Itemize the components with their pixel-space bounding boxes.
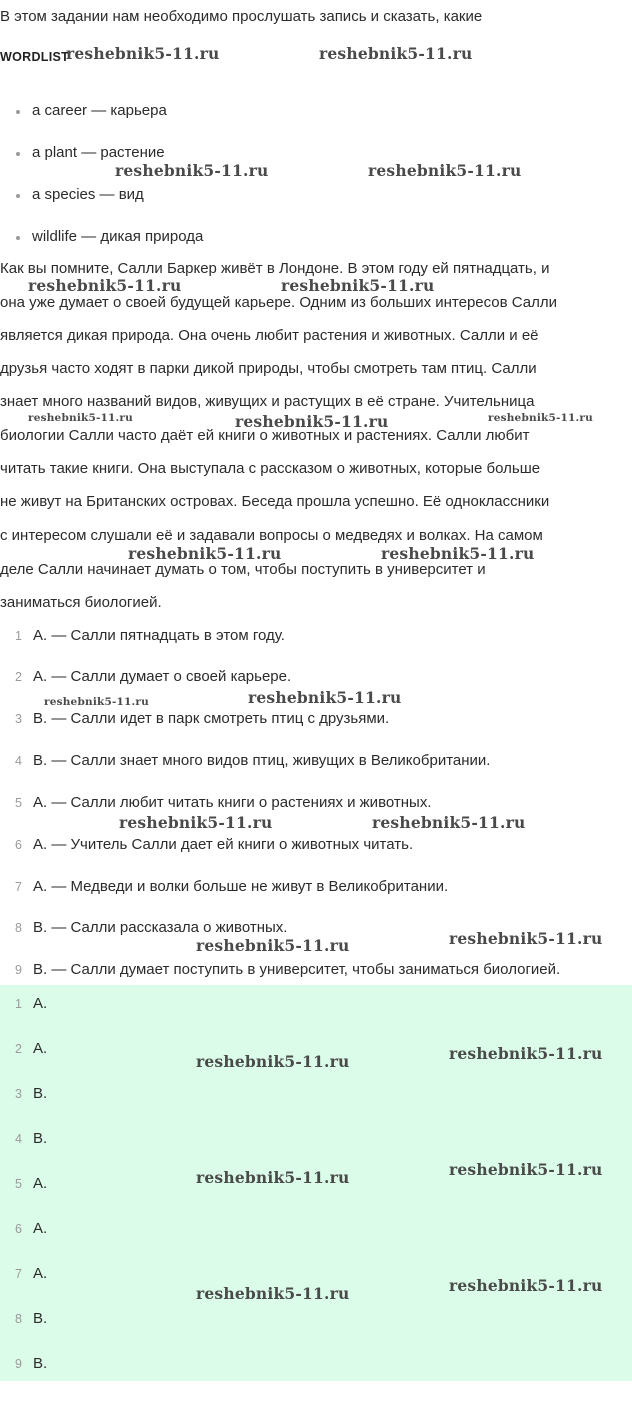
wordlist-item: wildlife — дикая природа — [16, 226, 203, 248]
answer-number: 8 — [15, 1312, 22, 1326]
intro-text: В этом задании нам необходимо прослушать запись и сказать, какие — [0, 8, 483, 25]
answer-number: 5 — [15, 1177, 22, 1191]
paragraph-line: Как вы помните, Салли Баркер живёт в Лондоне. В этом году ей пятнадцать, и — [0, 260, 550, 277]
paragraph-line: читать такие книги. Она выступала с рассказом о животных, которые больше — [0, 460, 541, 477]
question-number: 9 — [15, 963, 22, 977]
answer-item — [0, 1263, 47, 1285]
answer-item — [0, 1128, 47, 1150]
watermark: reshebnik5-11.ru — [196, 1168, 350, 1187]
watermark: reshebnik5-11.ru — [235, 412, 389, 431]
watermark: reshebnik5-11.ru — [248, 688, 402, 707]
question-item — [0, 876, 448, 898]
answer-item — [0, 1173, 47, 1195]
question-number: 7 — [15, 880, 22, 894]
question-text: B. — Салли знает много видов птиц, живущих в Великобритании. — [33, 752, 491, 769]
answer-item — [0, 1218, 47, 1240]
question-item — [0, 666, 291, 688]
watermark: reshebnik5-11.ru — [488, 412, 593, 424]
question-text: A. — Салли пятнадцать в этом году. — [33, 627, 285, 644]
question-text: A. — Салли любит читать книги о растениях и животных. — [33, 794, 432, 811]
paragraph-line: является дикая природа. Она очень любит растения и животных. Салли и её — [0, 327, 539, 344]
question-number: 2 — [15, 670, 22, 684]
question-text: A. — Учитель Салли дает ей книги о животных читать. — [33, 836, 414, 853]
answer-number: 9 — [15, 1357, 22, 1371]
question-number: 4 — [15, 754, 22, 768]
watermark: reshebnik5-11.ru — [196, 936, 350, 955]
watermark: reshebnik5-11.ru — [449, 1160, 603, 1179]
answer-text: A. — [33, 1175, 48, 1192]
answer-number: 2 — [15, 1042, 22, 1056]
question-item — [0, 750, 490, 772]
question-item — [0, 708, 389, 730]
answer-number: 6 — [15, 1222, 22, 1236]
wordlist-item: a species — вид — [16, 184, 144, 206]
watermark: reshebnik5-11.ru — [372, 813, 526, 832]
answer-text: A. — [33, 1265, 48, 1282]
paragraph-line: не живут на Британских островах. Беседа прошла успешно. Её одноклассники — [0, 493, 550, 510]
paragraph-line: деле Салли начинает думать о том, чтобы поступить в университет и — [0, 561, 486, 578]
answer-text: B. — [33, 1310, 48, 1327]
question-text: A. — Медведи и волки больше не живут в Великобритании. — [33, 878, 449, 895]
answer-text: B. — [33, 1130, 48, 1147]
question-number: 5 — [15, 796, 22, 810]
answer-item — [0, 1038, 47, 1060]
question-text: B. — Салли думает поступить в университет, чтобы заниматься биологией. — [33, 961, 561, 978]
question-number: 8 — [15, 921, 22, 935]
watermark: reshebnik5-11.ru — [115, 161, 269, 180]
watermark: reshebnik5-11.ru — [449, 1276, 603, 1295]
answer-item — [0, 1083, 47, 1105]
question-text: A. — Салли думает о своей карьере. — [33, 668, 292, 685]
answer-number: 4 — [15, 1132, 22, 1146]
paragraph-line: знает много названий видов, живущих и растущих в её стране. Учительница — [0, 393, 535, 410]
question-text: B. — Салли рассказала о животных. — [33, 919, 288, 936]
answer-item — [0, 993, 47, 1015]
answer-number: 7 — [15, 1267, 22, 1281]
wordlist-item: a career — карьера — [16, 100, 167, 122]
watermark: reshebnik5-11.ru — [119, 813, 273, 832]
watermark: reshebnik5-11.ru — [368, 161, 522, 180]
watermark: reshebnik5-11.ru — [449, 929, 603, 948]
question-item — [0, 834, 413, 856]
watermark: reshebnik5-11.ru — [319, 44, 473, 63]
watermark: reshebnik5-11.ru — [66, 44, 220, 63]
wordlist-item: a plant — растение — [16, 142, 165, 164]
paragraph-line: она уже думает о своей будущей карьере. Одним из больших интересов Салли — [0, 294, 558, 311]
question-text: B. — Салли идет в парк смотреть птиц с друзьями. — [33, 710, 390, 727]
answer-item — [0, 1308, 47, 1330]
answer-number: 1 — [15, 997, 22, 1011]
answer-text: A. — [33, 1220, 48, 1237]
answer-item — [0, 1353, 47, 1375]
question-item — [0, 625, 285, 647]
paragraph-line: с интересом слушали её и задавали вопросы о медведях и волках. На самом — [0, 527, 543, 544]
answer-number: 3 — [15, 1087, 22, 1101]
question-number: 6 — [15, 838, 22, 852]
watermark: reshebnik5-11.ru — [281, 276, 435, 295]
answer-text: B. — [33, 1085, 48, 1102]
watermark: reshebnik5-11.ru — [196, 1052, 350, 1071]
question-item — [0, 792, 431, 814]
answer-text: A. — [33, 995, 48, 1012]
answer-text: A. — [33, 1040, 48, 1057]
watermark: reshebnik5-11.ru — [381, 544, 535, 563]
answer-text: B. — [33, 1355, 48, 1372]
paragraph-line: биологии Салли часто даёт ей книги о животных и растениях. Салли любит — [0, 427, 530, 444]
paragraph-line: друзья часто ходят в парки дикой природы, чтобы смотреть там птиц. Салли — [0, 360, 537, 377]
paragraph-line: заниматься биологией. — [0, 594, 162, 611]
watermark: reshebnik5-11.ru — [44, 696, 149, 708]
watermark: reshebnik5-11.ru — [28, 276, 182, 295]
watermark: reshebnik5-11.ru — [28, 412, 133, 424]
watermark: reshebnik5-11.ru — [449, 1044, 603, 1063]
question-item — [0, 959, 560, 981]
wordlist-title: WORDLIST — [0, 50, 70, 64]
question-number: 3 — [15, 712, 22, 726]
question-number: 1 — [15, 629, 22, 643]
watermark: reshebnik5-11.ru — [196, 1284, 350, 1303]
watermark: reshebnik5-11.ru — [128, 544, 282, 563]
